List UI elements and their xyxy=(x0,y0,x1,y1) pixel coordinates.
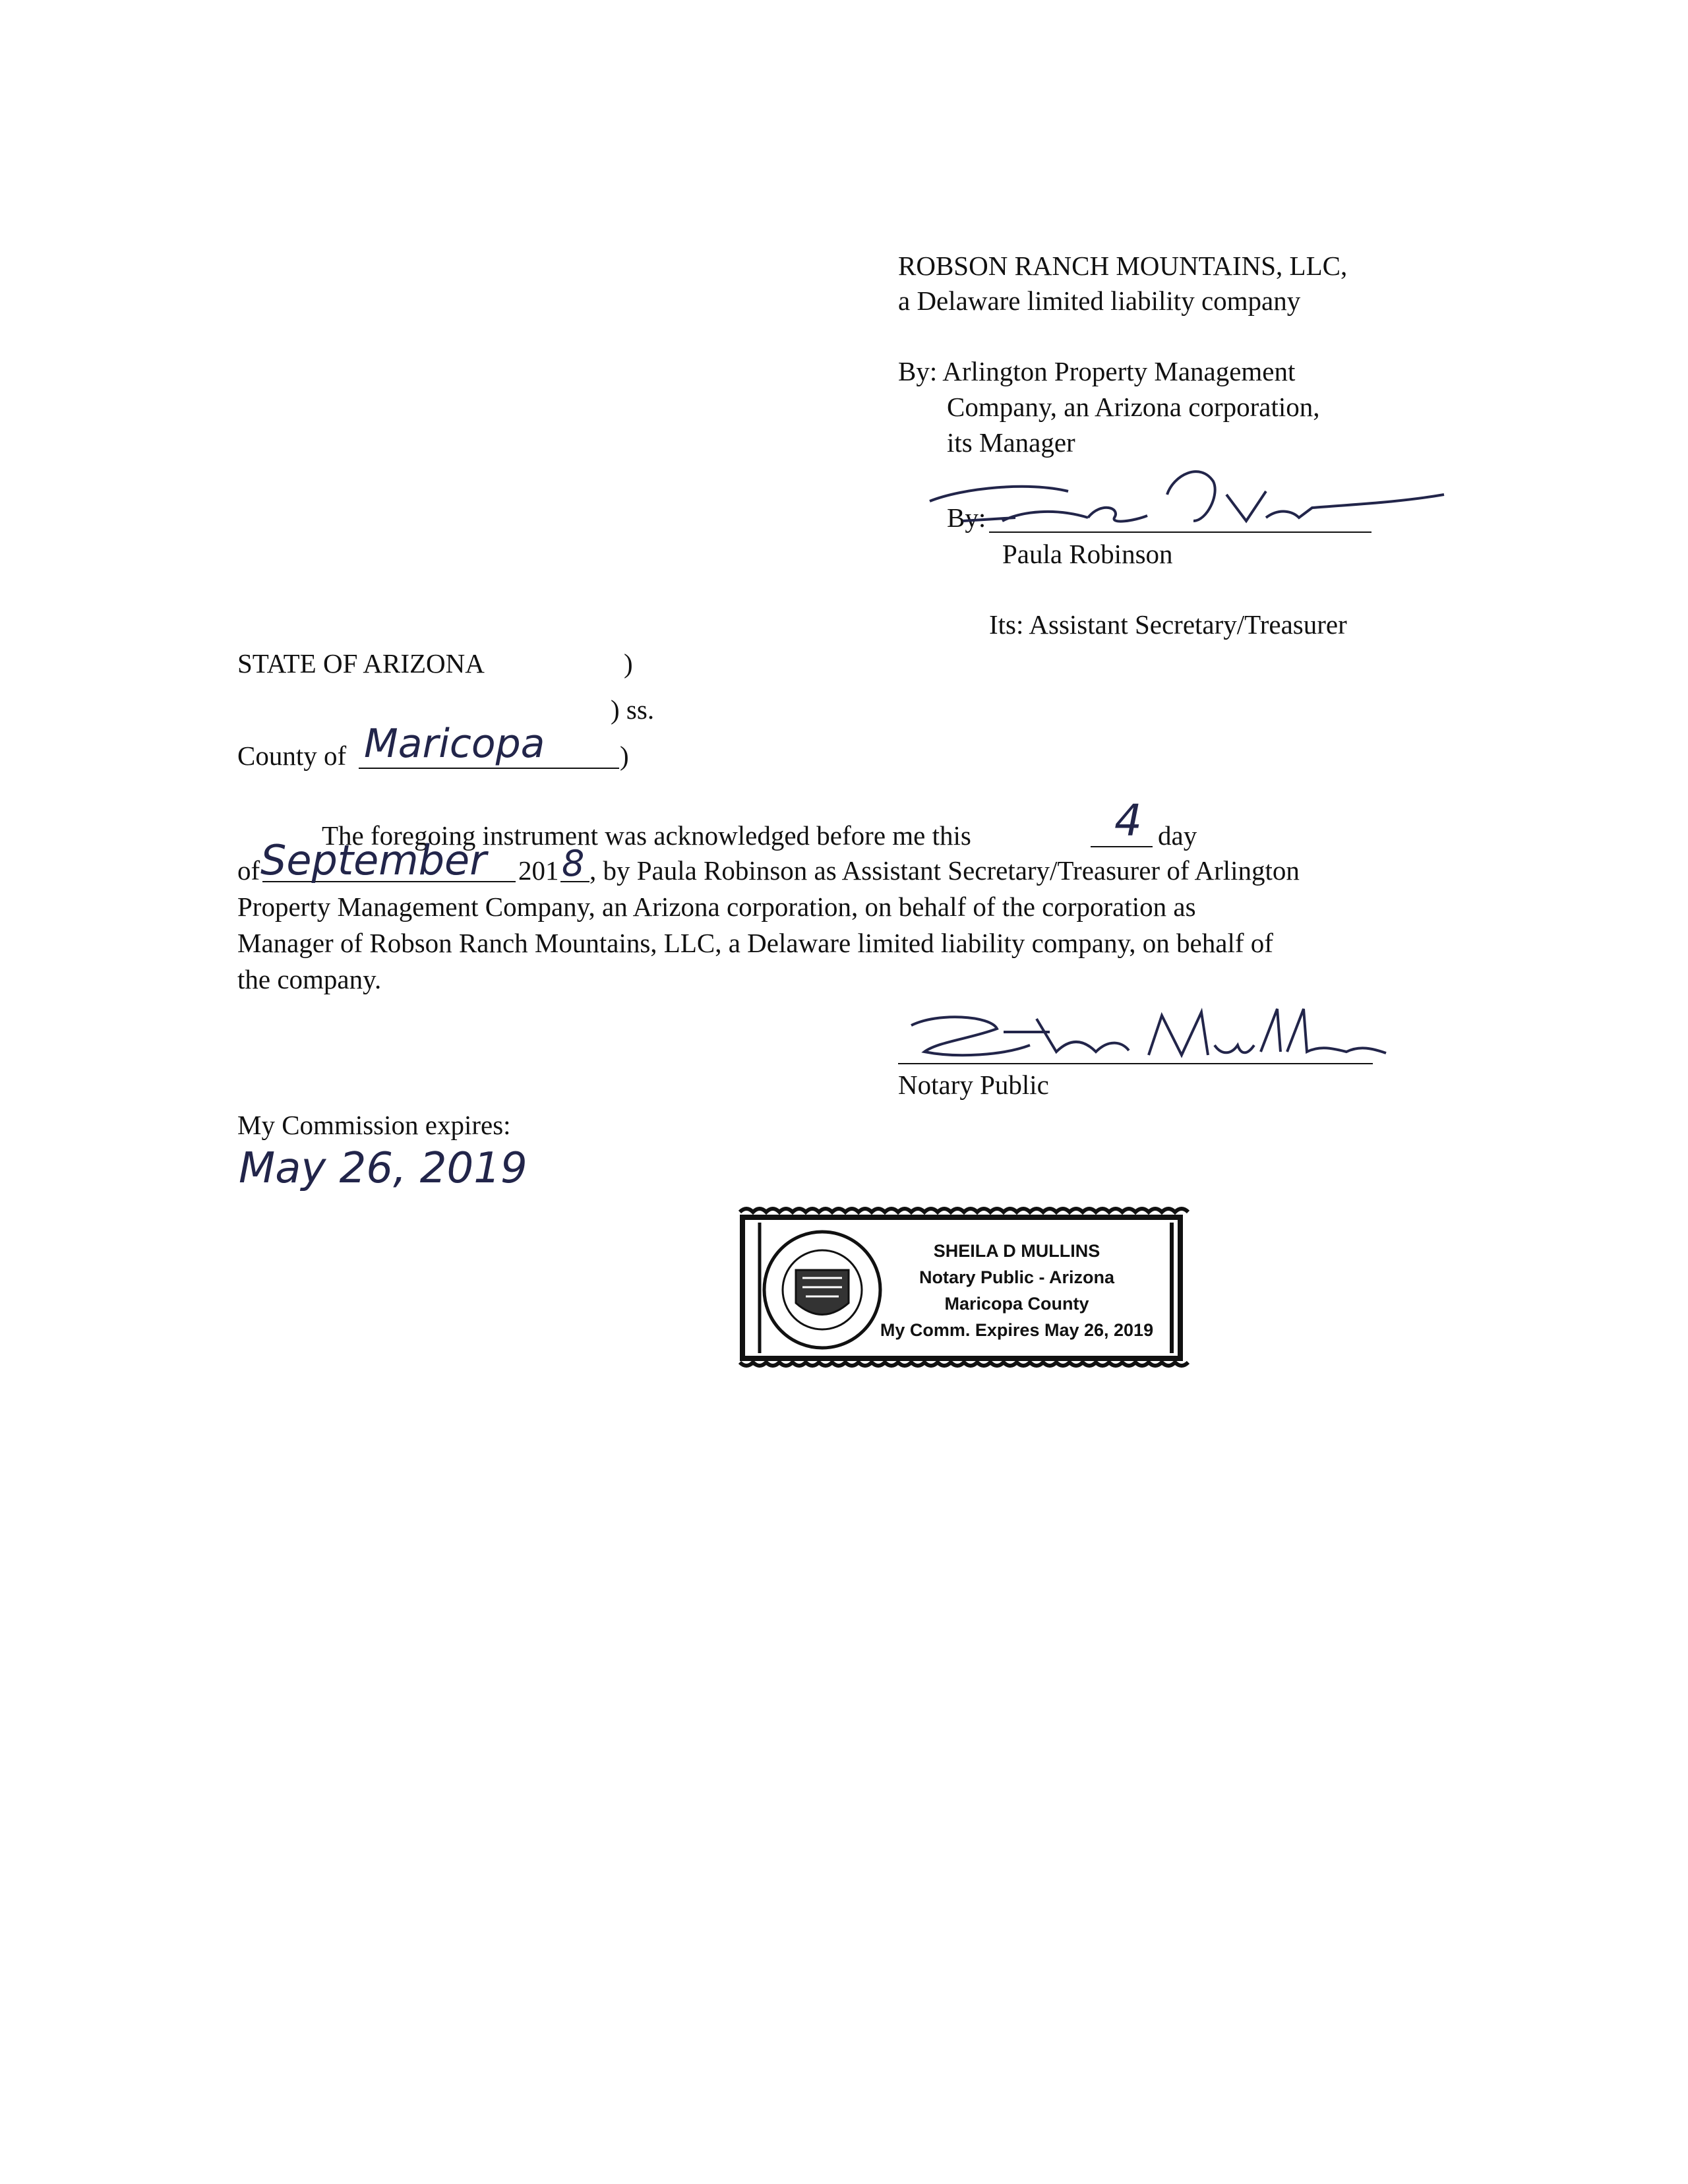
ack-text-day: day xyxy=(1158,820,1197,851)
company-name: ROBSON RANCH MOUNTAINS, LLC, xyxy=(898,251,1348,281)
notary-signature xyxy=(898,992,1399,1072)
venue-state: STATE OF ARIZONA xyxy=(237,648,485,679)
month-handwritten: September xyxy=(260,836,487,884)
venue-paren-3: ) xyxy=(620,741,629,771)
year-digit-handwritten: 8 xyxy=(562,843,585,884)
county-handwritten: Maricopa xyxy=(364,721,545,767)
by-manager-line-2: Company, an Arizona corporation, xyxy=(947,392,1320,422)
commission-label: My Commission expires: xyxy=(237,1110,511,1140)
signer-name: Paula Robinson xyxy=(1002,539,1173,569)
company-description: a Delaware limited liability company xyxy=(898,286,1301,316)
by-label: By: xyxy=(947,502,986,533)
county-line xyxy=(359,768,619,769)
state-seal xyxy=(764,1232,880,1348)
day-line xyxy=(1091,846,1153,847)
stamp-line-2: Notary Public - Arizona xyxy=(919,1267,1115,1287)
by-manager-line-1: By: Arlington Property Management xyxy=(898,356,1296,386)
commission-date-handwritten: May 26, 2019 xyxy=(239,1144,528,1193)
day-handwritten: 4 xyxy=(1114,795,1142,846)
ack-text-1: The foregoing instrument was acknowledged before me this xyxy=(322,820,971,851)
ack-text-4: Manager of Robson Ranch Mountains, LLC, a Delaware limited liability company, on behalf of xyxy=(237,928,1273,958)
signer-title: Its: Assistant Secretary/Treasurer xyxy=(989,609,1347,640)
venue-ss: ) ss. xyxy=(611,694,655,725)
notary-title: Notary Public xyxy=(898,1070,1049,1100)
by-manager-line-3: its Manager xyxy=(947,427,1075,458)
ack-text-5: the company. xyxy=(237,964,382,994)
ack-text-3: Property Management Company, an Arizona corporation, on behalf of the corporation as xyxy=(237,892,1196,922)
ack-text-2: , by Paula Robinson as Assistant Secretary/Treasurer of Arlington xyxy=(589,855,1300,886)
ack-year-prefix: 201 xyxy=(518,855,559,886)
stamp-line-4: My Comm. Expires May 26, 2019 xyxy=(880,1320,1154,1340)
notary-signature-line xyxy=(898,1063,1373,1064)
ack-text-of: of xyxy=(237,855,260,886)
stamp-line-3: Maricopa County xyxy=(944,1294,1089,1314)
signer-signature xyxy=(923,455,1451,541)
notary-stamp xyxy=(733,1192,1192,1376)
venue-county-label: County of xyxy=(237,741,347,771)
stamp-name: SHEILA D MULLINS xyxy=(933,1241,1100,1261)
venue-paren-1: ) xyxy=(624,648,633,679)
